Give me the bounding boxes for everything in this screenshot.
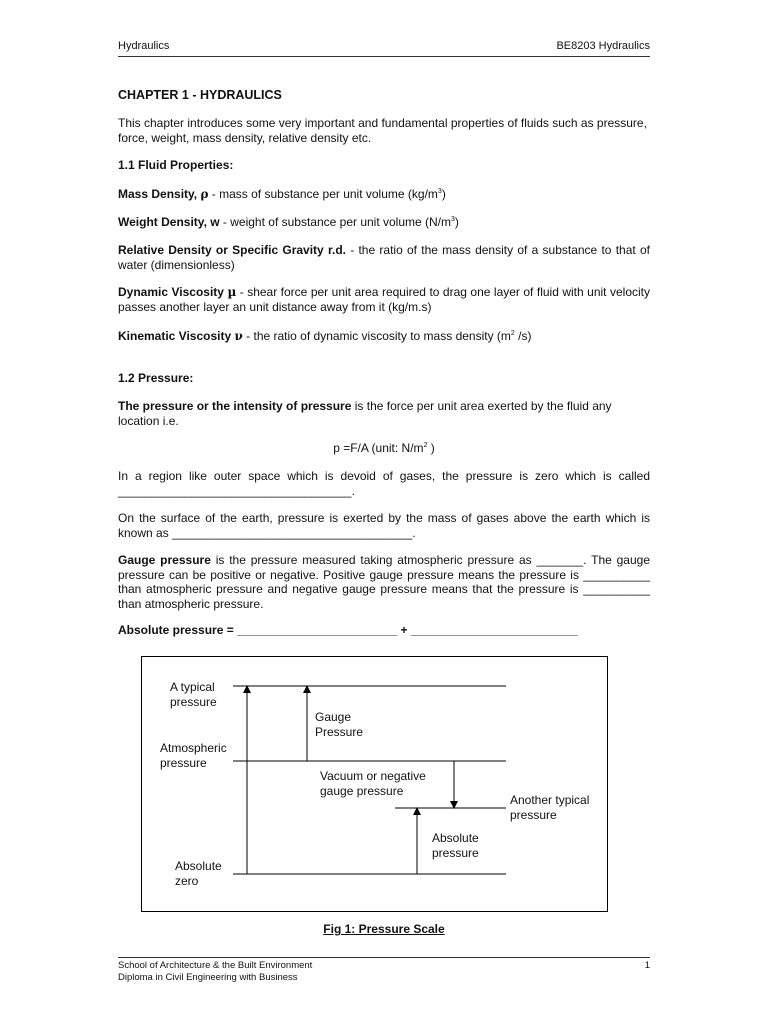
pressure-scale-figure [141, 656, 608, 912]
gauge-pressure-paragraph [118, 553, 650, 611]
mass-density-definition [118, 187, 650, 202]
vacuum-pressure-label [320, 769, 426, 798]
mass-density-close: ) [441, 187, 446, 201]
dynamic-viscosity-text: - shear force per unit area required to drag one layer of fluid with unit velocity passes another layer an unit distance away from it (kg/m.s) [118, 285, 650, 314]
gauge-pressure-term: Gauge pressure [118, 553, 211, 567]
gauge-label-line1: Gauge [315, 710, 352, 724]
another-label-line2: pressure [510, 807, 557, 822]
atmospheric-pressure-label [160, 741, 227, 770]
atm-label-line1: Atmospheric [160, 741, 227, 755]
absolute-pressure-equation: Absolute pressure = ________________________ + _________________________ [118, 623, 578, 637]
vac-label-line1: Vacuum or negative [320, 769, 426, 783]
kinematic-viscosity-definition [118, 329, 650, 344]
formula-sup: 2 [423, 442, 428, 449]
relative-density-definition [118, 243, 650, 272]
gauge-pressure-label [315, 710, 363, 739]
absolute-pressure-label [432, 831, 479, 860]
vac-label-line2: gauge pressure [320, 783, 404, 798]
abs-zero-label-line2: zero [175, 873, 199, 888]
footer-line1: School of Architecture & the Built Environment [118, 960, 313, 971]
formula-close: ) [427, 441, 435, 455]
footer-line2: Diploma in Civil Engineering with Business [118, 972, 298, 983]
formula-text: p =F/A (unit: N/m [333, 441, 424, 455]
page-footer [118, 957, 650, 984]
weight-density-close: ) [454, 215, 459, 229]
mass-density-text: - mass of substance per unit volume (kg/m [208, 187, 438, 201]
rho-symbol: ρ [200, 187, 209, 201]
relative-density-text: - the ratio of the mass density of a substance to that of water (dimensionless) [118, 243, 650, 272]
typical-pressure-label-line1: A typical [170, 680, 215, 694]
weight-density-text: - weight of substance per unit volume (N/m [219, 215, 452, 229]
vacuum-paragraph: In a region like outer space which is devoid of gases, the pressure is zero which is called ___________________________________. [118, 469, 650, 498]
typical-pressure-label [170, 680, 217, 709]
figure-caption [0, 922, 768, 936]
another-label-line1: Another typical [510, 793, 590, 807]
weight-density-definition [118, 215, 650, 230]
absolute-zero-label [175, 859, 222, 888]
page-header [118, 40, 650, 57]
header-right: BE8203 Hydraulics [556, 40, 650, 52]
nu-symbol: ν [234, 329, 243, 343]
abs-zero-label-line1: Absolute [175, 859, 222, 873]
section-2-heading: 1.2 Pressure: [118, 371, 194, 385]
section-1-heading: 1.1 Fluid Properties: [118, 158, 234, 172]
atmospheric-paragraph: On the surface of the earth, pressure is exerted by the mass of gases above the earth which is known as ____________________________________. [118, 511, 650, 540]
abs-pressure-label-line1: Absolute [432, 831, 479, 845]
pressure-definition-text: is the force per unit area exerted by the fluid any location i.e. [118, 399, 612, 428]
pressure-definition [118, 399, 650, 428]
figure-caption-text: Fig 1: Pressure Scale [323, 922, 445, 936]
gauge-label-line2: Pressure [315, 724, 364, 739]
abs-pressure-label-line2: pressure [432, 845, 479, 860]
kinematic-viscosity-sup: 2 [510, 330, 515, 337]
another-pressure-label [510, 793, 589, 822]
intro-paragraph: This chapter introduces some very important and fundamental properties of fluids such as pressure, force, weight, mass density, relative density etc. [118, 116, 647, 145]
page-number: 1 [644, 960, 650, 971]
weight-density-term: Weight Density, w [118, 215, 220, 229]
kinematic-viscosity-text: - the ratio of dynamic viscosity to mass density (m [242, 329, 511, 343]
header-left: Hydraulics [118, 40, 170, 52]
kinematic-viscosity-close: /s) [514, 329, 532, 343]
relative-density-term: Relative Density or Specific Gravity r.d. [118, 243, 346, 257]
mu-symbol: µ [227, 285, 237, 299]
pressure-formula [118, 441, 650, 456]
pressure-definition-term: The pressure or the intensity of pressure [118, 399, 352, 413]
dynamic-viscosity-definition [118, 285, 650, 314]
kinematic-viscosity-term: Kinematic Viscosity [118, 329, 235, 343]
dynamic-viscosity-term: Dynamic Viscosity [118, 285, 228, 299]
typical-pressure-label-line2: pressure [170, 694, 217, 709]
mass-density-sup: 3 [437, 188, 442, 195]
chapter-title: CHAPTER 1 - HYDRAULICS [118, 88, 282, 102]
weight-density-sup: 3 [451, 216, 455, 223]
mass-density-term: Mass Density, [118, 187, 201, 201]
atm-label-line2: pressure [160, 755, 207, 770]
gauge-pressure-text: is the pressure measured taking atmospheric pressure as _______. The gauge pressure can be positive or negative. Positive gauge pressure means the pressure is __________ than atmospheric pressure and negative gauge pressure means that the pressure is __________ than atmospheric pressure. [118, 553, 650, 611]
